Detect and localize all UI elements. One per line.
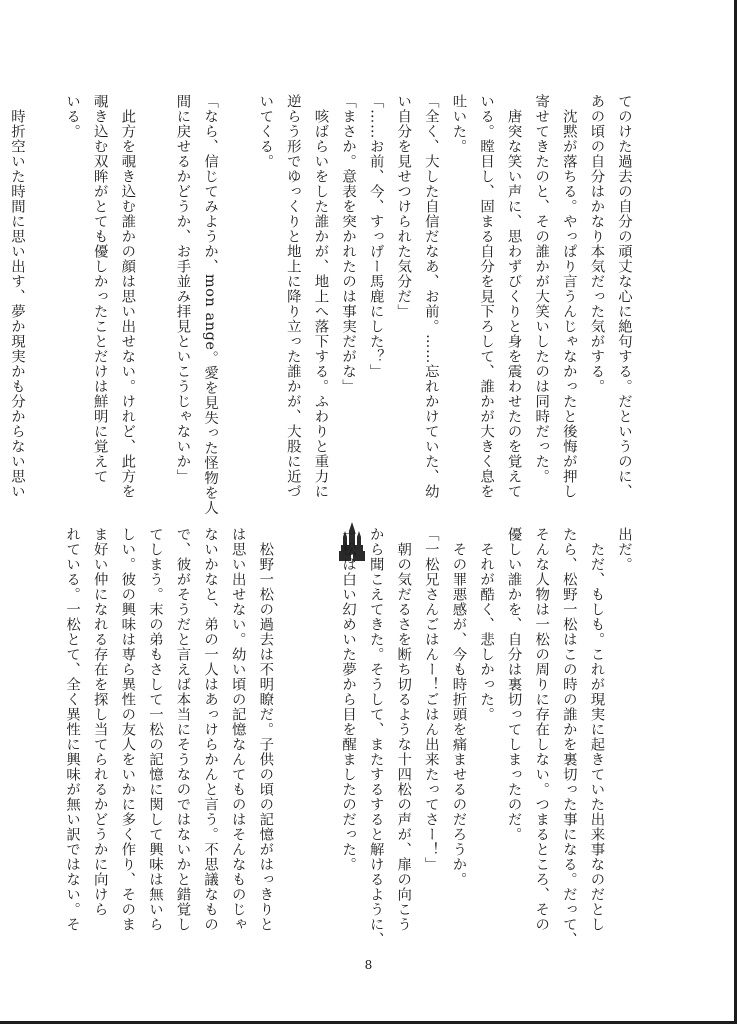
text-line: 咳ばらいをした誰かが、地上へ落下する。ふわりと重力に — [312, 94, 329, 499]
text-line: 間に戻せるかどうか、お手並み拝見といこうじゃないか」 — [174, 94, 191, 484]
text-line: 出だ。 — [616, 527, 632, 572]
text-line: 優しい誰かを、自分は裏切ってしまったのだ。 — [505, 527, 522, 842]
text-line: いてくる。 — [257, 94, 274, 169]
text-line: で、彼がそうだと言えば本当にそうなのではないかと錯覚し — [174, 527, 191, 932]
text-line: ただ、もしも。これが現実に起きていた出来事なのだとし — [588, 527, 605, 932]
text-line — [223, 94, 251, 494]
text-line — [278, 527, 306, 927]
text-line: ないかなと、弟の一人はあっけらかんと言う。不思議なもの — [202, 527, 219, 932]
text-line: 「……お前、今、すっげー馬鹿にした？」 — [367, 94, 384, 379]
text-line: 松野一松の過去は不明瞭だ。子供の頃の記憶がはっきりと — [257, 527, 274, 932]
text-line: そんな人物は一松の周りに存在しない。つまるところ、その — [533, 527, 550, 932]
text-line: 一松は白い幻めいた夢から目を醒ましたのだった。 — [340, 527, 357, 872]
text-line: しい。彼の興味は専ら異性の友人をいかに多く作り、そのま — [119, 527, 136, 932]
text-line: てしまう。末の弟もさして一松の記憶に関して興味は無いら — [146, 527, 163, 932]
text-line: 「なら、信じてみようか、mon ange。愛を見失った怪物を人 — [202, 94, 219, 516]
upper-text-block — [2, 94, 637, 516]
text-line: 寄せてきたのと、その誰かが大笑いしたのは同時だった。 — [533, 94, 550, 484]
text-line: それが酷く、悲しかった。 — [478, 527, 495, 722]
text-line — [306, 527, 334, 927]
text-line: から聞こえてきた。そうして、またするすると解けるように、 — [367, 527, 384, 947]
text-line: いる。瞠目し、固まる自分を見下ろして、誰かが大きく息を — [478, 94, 495, 499]
page-number: 8 — [364, 958, 373, 972]
text-line: 「一松兄さんごはんー！ごはん出来たってさー！」 — [422, 527, 439, 872]
lower-text-block — [58, 527, 637, 947]
text-line: あの頃の自分はかなり本気だった気がする。 — [588, 94, 605, 394]
text-line: 唐突な笑い声に、思わずびくりと身を震わせたのを覚えて — [505, 94, 522, 499]
text-line: 「全く、大した自信だなあ、お前。……忘れかけていた、幼 — [422, 94, 439, 499]
text-line: 「まさか。意表を突かれたのは事実だがな」 — [340, 94, 357, 394]
text-line: 逆らう形でゆっくりと地上に降り立った誰かが、大股に近づ — [284, 94, 301, 499]
text-line — [30, 94, 58, 494]
text-line: 此方を覗き込む誰かの顔は思い出せない。けれど、此方を — [119, 94, 136, 499]
text-line: その罪悪感が、今も時折頭を痛ませるのだろうか。 — [450, 527, 467, 887]
text-line: は思い出せない。幼い頃の記憶なんてものはそんなものじゃ — [229, 527, 246, 932]
text-line: 覗き込む双眸がとても優しかったことだけは鮮明に覚えて — [91, 94, 108, 484]
text-line: 朝の気だるさを断ち切るような十四松の声が、扉の向こう — [395, 527, 412, 932]
text-line: れている。一松とて、全く異性に興味が無い訳ではない。そ — [64, 527, 81, 932]
text-line: たら、松野一松はこの時の誰かを裏切った事になる。だって、 — [560, 527, 577, 947]
text-line: てのけた過去の自分の頑丈な心に絶句する。だというのに、 — [616, 94, 632, 499]
text-line: 時折空いた時間に思い出す、夢か現実かも分からない思い — [8, 94, 25, 499]
text-line: いる。 — [64, 94, 81, 139]
text-line — [140, 94, 168, 494]
text-line: 沈黙が落ちる。やっぱり言うんじゃなかったと後悔が押し — [560, 94, 577, 499]
text-line: 吐いた。 — [450, 94, 467, 154]
text-line: ま好い仲になれる存在を探し当てられるかどうかに向けら — [91, 527, 108, 917]
text-line: い自分を見せつけられた気分だ」 — [395, 94, 412, 319]
